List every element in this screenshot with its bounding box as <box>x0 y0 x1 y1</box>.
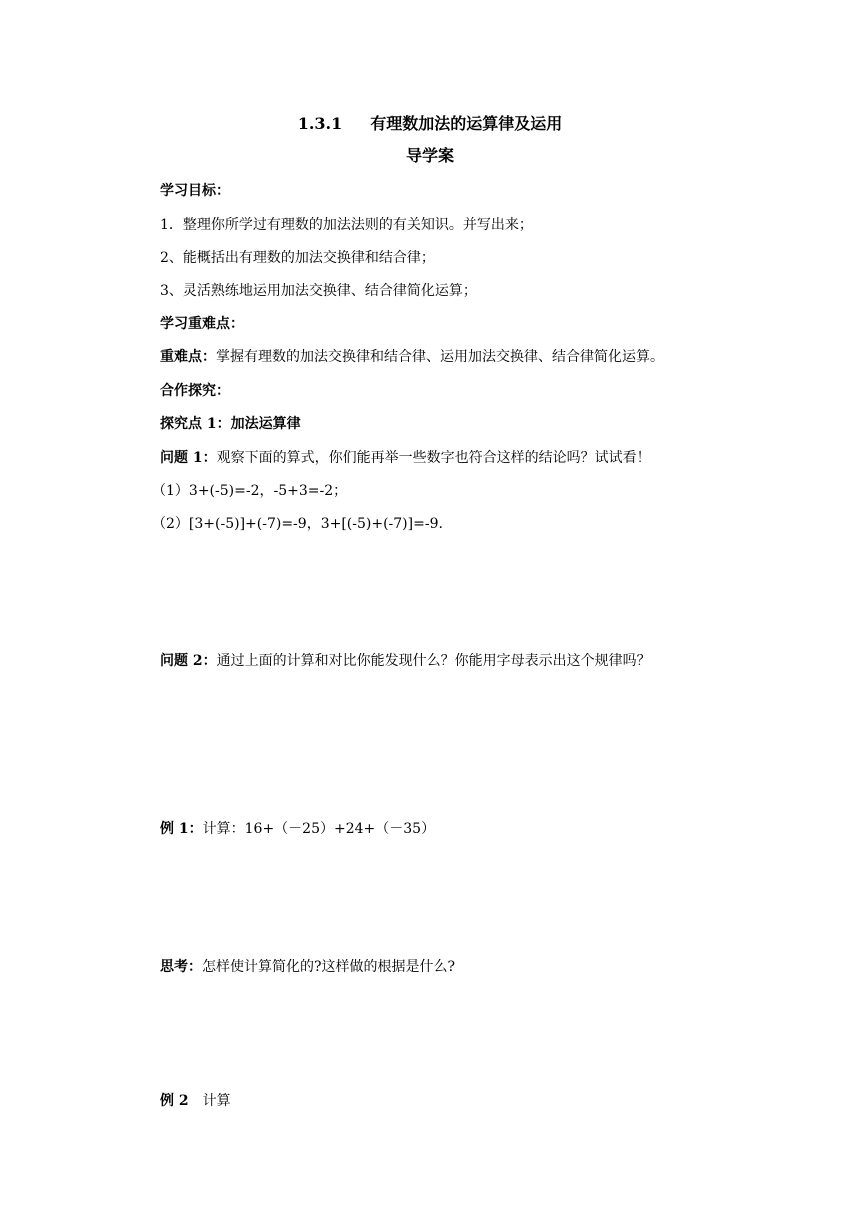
objective-item-2: 2、能概括出有理数的加法交换律和结合律； <box>160 250 435 266</box>
question-2-line <box>160 651 651 671</box>
objective-item-1: 1．整理你所学过有理数的加法法则的有关知识。并写出来； <box>160 217 533 233</box>
example-2-text: 计算 <box>202 1093 231 1109</box>
example-1-text: 计算：16+（－25）+24+（－35） <box>202 821 436 837</box>
question-2-label: 问题 2： <box>160 653 217 669</box>
think-text: 怎样使计算简化的?这样做的根据是什么? <box>202 959 456 975</box>
key-points-label: 重难点： <box>160 349 216 365</box>
think-label: 思考： <box>160 959 202 975</box>
think-line <box>160 957 455 977</box>
explore-1-heading: 探究点 1：加法运算律 <box>160 416 301 432</box>
key-points-text: 掌握有理数的加法交换律和结合律、运用加法交换律、结合律简化运算。 <box>216 349 664 365</box>
question-2-text: 通过上面的计算和对比你能发现什么？你能用字母表示出这个规律吗？ <box>216 653 651 669</box>
objectives-heading: 学习目标： <box>160 183 230 199</box>
example-1-line <box>160 819 435 839</box>
example-1-label: 例 1： <box>160 821 203 837</box>
key-points-heading: 学习重难点： <box>160 316 244 332</box>
section-number: 1.3.1 <box>297 114 343 133</box>
example-2-label: 例 2 <box>160 1093 189 1109</box>
cooperation-heading: 合作探究： <box>160 383 230 399</box>
title-text: 有理数加法的运算律及运用 <box>370 114 563 133</box>
question-1-text: 观察下面的算式，你们能再举一些数字也符合这样的结论吗？试试看！ <box>216 450 651 466</box>
question-1-label: 问题 1： <box>160 450 217 466</box>
example-2-line <box>160 1091 231 1111</box>
question-1-line <box>160 448 651 468</box>
question-1-item-2: （2）[3+(-5)]+(-7)=-9，3+[(-5)+(-7)]=-9. <box>152 516 443 532</box>
key-points-line <box>160 347 664 367</box>
question-1-item-1: （1）3+(-5)=-2，-5+3=-2； <box>152 483 348 499</box>
document-title <box>0 113 860 135</box>
objective-item-3: 3、灵活熟练地运用加法交换律、结合律简化运算； <box>160 283 477 299</box>
document-subtitle: 导学案 <box>405 146 454 165</box>
